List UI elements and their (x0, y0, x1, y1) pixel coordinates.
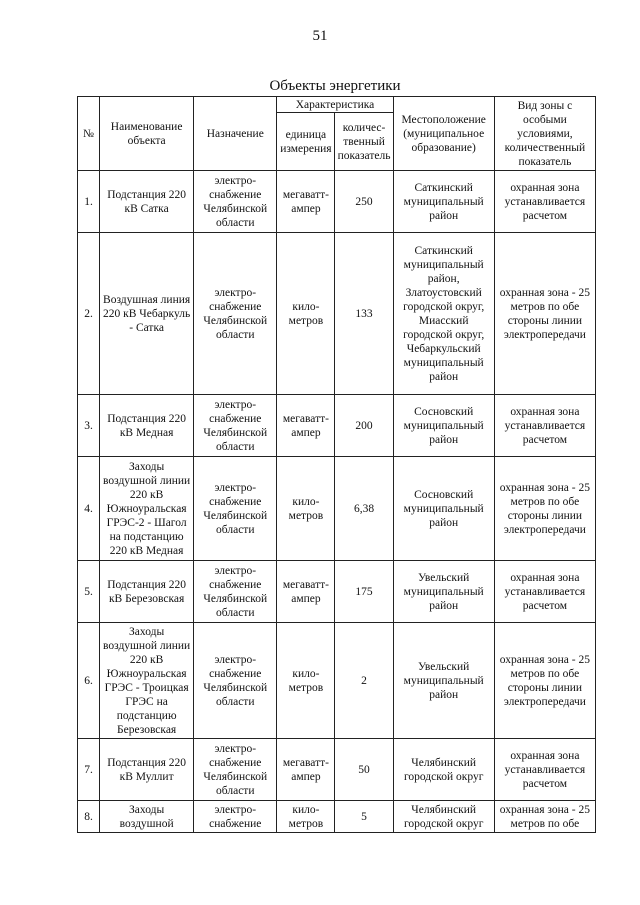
row-purpose: электро-снабжение Челябинской области (194, 561, 277, 623)
row-quantity: 250 (335, 171, 393, 233)
table-row (78, 395, 596, 457)
row-unit: мегаватт-ампер (277, 561, 335, 623)
row-unit: кило-метров (277, 233, 335, 395)
page-number: 51 (312, 28, 328, 44)
row-purpose: электро-снабжение Челябинской области (194, 171, 277, 233)
row-quantity: 6,38 (335, 457, 393, 561)
header-location: Местоположение (муниципальное образование) (393, 97, 494, 171)
row-quantity: 50 (335, 739, 393, 801)
row-purpose: электро-снабжение Челябинской области (194, 457, 277, 561)
row-num: 5. (78, 561, 100, 623)
row-location: Увельский муниципальный район (393, 561, 494, 623)
row-quantity: 5 (335, 801, 393, 833)
row-name: Подстанция 220 кВ Березовская (100, 561, 194, 623)
energy-objects-table (77, 96, 596, 833)
row-unit: мегаватт-ампер (277, 395, 335, 457)
table-row (78, 171, 596, 233)
row-location: Саткинский муниципальный район (393, 171, 494, 233)
row-zone: охранная зона - 25 метров по обе стороны линии электропередачи (494, 623, 595, 739)
section-title: Объекты энергетики (269, 78, 401, 94)
row-name: Заходы воздушной линии 220 кВ Южноуральская ГРЭС - Троицкая ГРЭС на подстанцию Березовская (100, 623, 194, 739)
row-zone: охранная зона устанавливается расчетом (494, 739, 595, 801)
row-unit: кило-метров (277, 457, 335, 561)
row-zone: охранная зона устанавливается расчетом (494, 171, 595, 233)
table-row (78, 623, 596, 739)
header-quantity: количес-твенный показатель (335, 113, 393, 171)
row-unit: кило-метров (277, 623, 335, 739)
row-quantity: 175 (335, 561, 393, 623)
header-name: Наименование объекта (100, 97, 194, 171)
row-zone: охранная зона устанавливается расчетом (494, 395, 595, 457)
table-row (78, 233, 596, 395)
row-name: Заходы воздушной линии 220 кВ Южноуральская ГРЭС-2 - Шагол на подстанцию 220 кВ Медная (100, 457, 194, 561)
table-row (78, 561, 596, 623)
row-name: Воздушная линия 220 кВ Чебаркуль - Сатка (100, 233, 194, 395)
row-purpose: электро-снабжение Челябинской области (194, 623, 277, 739)
row-num: 4. (78, 457, 100, 561)
row-purpose: электро-снабжение Челябинской области (194, 739, 277, 801)
row-location: Саткинский муниципальный район, Златоустовский городской округ, Миасский городской округ, Чебаркульский муниципальный район (393, 233, 494, 395)
row-name: Подстанция 220 кВ Сатка (100, 171, 194, 233)
row-name: Заходы воздушной (100, 801, 194, 833)
row-location: Челябинский городской округ (393, 739, 494, 801)
header-unit: единица измерения (277, 113, 335, 171)
table-row (78, 739, 596, 801)
row-location: Увельский муниципальный район (393, 623, 494, 739)
header-characteristic: Характеристика (277, 97, 393, 113)
row-num: 8. (78, 801, 100, 833)
header-zone: Вид зоны с особыми условиями, количественный показатель (494, 97, 595, 171)
row-num: 2. (78, 233, 100, 395)
row-quantity: 2 (335, 623, 393, 739)
row-quantity: 133 (335, 233, 393, 395)
row-location: Челябинский городской округ (393, 801, 494, 833)
row-purpose: электро-снабжение Челябинской области (194, 395, 277, 457)
row-name: Подстанция 220 кВ Муллит (100, 739, 194, 801)
table-row (78, 801, 596, 833)
row-num: 7. (78, 739, 100, 801)
header-num: № (78, 97, 100, 171)
row-purpose: электро-снабжение Челябинской области (194, 233, 277, 395)
row-unit: мегаватт-ампер (277, 171, 335, 233)
row-num: 3. (78, 395, 100, 457)
row-location: Сосновский муниципальный район (393, 457, 494, 561)
row-zone: охранная зона устанавливается расчетом (494, 561, 595, 623)
row-unit: мегаватт-ампер (277, 739, 335, 801)
row-purpose: электро-снабжение (194, 801, 277, 833)
row-num: 1. (78, 171, 100, 233)
row-quantity: 200 (335, 395, 393, 457)
row-zone: охранная зона - 25 метров по обе (494, 801, 595, 833)
header-purpose: Назначение (194, 97, 277, 171)
row-zone: охранная зона - 25 метров по обе стороны линии электропередачи (494, 457, 595, 561)
table-row (78, 457, 596, 561)
row-location: Сосновский муниципальный район (393, 395, 494, 457)
row-zone: охранная зона - 25 метров по обе стороны линии электропередачи (494, 233, 595, 395)
row-name: Подстанция 220 кВ Медная (100, 395, 194, 457)
row-num: 6. (78, 623, 100, 739)
row-unit: кило-метров (277, 801, 335, 833)
